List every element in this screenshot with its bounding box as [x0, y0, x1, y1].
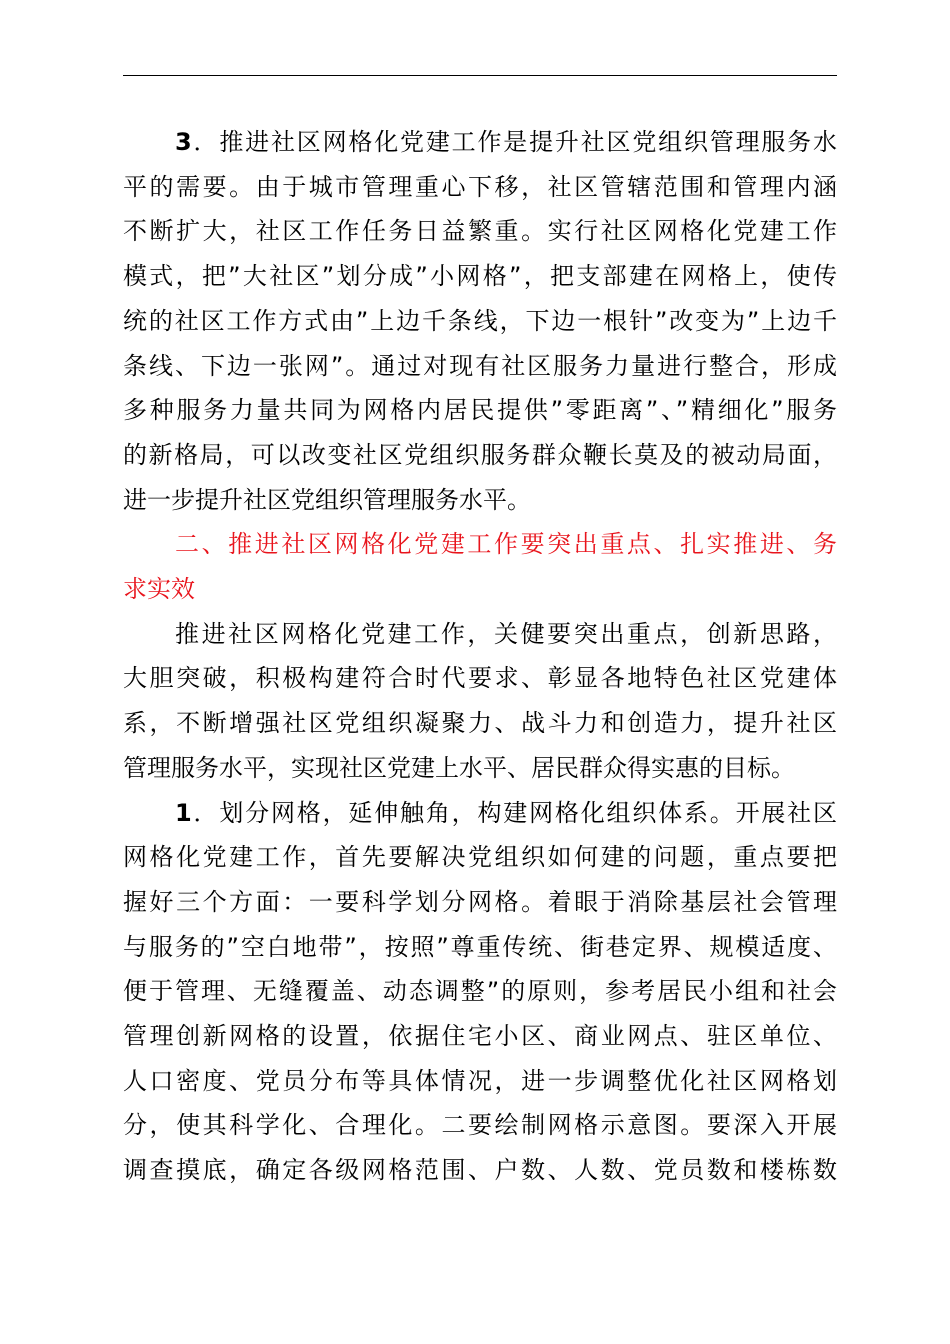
text-line: 与服务的”空白地带”，按照”尊重传统、街巷定界、规模适度、 [123, 932, 837, 961]
text-line: 不断扩大，社区工作任务日益繁重。实行社区网格化党建工作 [123, 217, 837, 246]
text-line: 系，不断增强社区党组织凝聚力、战斗力和创造力，提升社区 [123, 709, 837, 738]
paragraph-number: 3 [175, 128, 192, 156]
heading-line: 求实效 [123, 575, 195, 604]
text-line: 的新格局，可以改变社区党组织服务群众鞭长莫及的被动局面， [123, 440, 837, 469]
text-line: 推进社区网格化党建工作，关健要突出重点，创新思路， [175, 619, 837, 648]
document-body [123, 120, 837, 1193]
text-line: 管理创新网格的设置，依据住宅小区、商业网点、驻区单位、 [123, 1022, 837, 1051]
text-line: 调查摸底，确定各级网格范围、户数、人数、党员数和楼栋数 [123, 1156, 837, 1185]
text-line: 握好三个方面：一要科学划分网格。着眼于消除基层社会管理 [123, 887, 837, 916]
text-line: 分，使其科学化、合理化。二要绘制网格示意图。要深入开展 [123, 1111, 837, 1140]
text-line: 进一步提升社区党组织管理服务水平。 [123, 485, 531, 514]
text-line: 便于管理、无缝覆盖、动态调整”的原则，参考居民小组和社会 [123, 977, 837, 1006]
header-rule [123, 75, 837, 76]
text-line: 模式，把”大社区”划分成”小网格”，把支部建在网格上，使传 [123, 262, 837, 291]
paragraph-3-community-grid-need [123, 120, 837, 522]
text-line: 人口密度、党员分布等具体情况，进一步调整优化社区网格划 [123, 1066, 837, 1095]
paragraph-section-intro [123, 612, 837, 791]
text-line: 条线、下边一张网”。通过对现有社区服务力量进行整合，形成 [123, 351, 837, 380]
paragraph-1-divide-grid [123, 791, 837, 1193]
text-line: 3．推进社区网格化党建工作是提升社区党组织管理服务水 [175, 128, 837, 156]
heading-line: 二、推进社区网格化党建工作要突出重点、扎实推进、务 [175, 530, 837, 559]
text-line: 管理服务水平，实现社区党建上水平、居民群众得实惠的目标。 [123, 753, 795, 782]
section-heading-2 [123, 522, 837, 611]
text-line: 网格化党建工作，首先要解决党组织如何建的问题，重点要把 [123, 843, 837, 872]
text-line: 1．划分网格，延伸触角，构建网格化组织体系。开展社区 [175, 798, 837, 827]
text-line: 统的社区工作方式由”上边千条线，下边一根针”改变为”上边千 [123, 306, 837, 335]
text-line: 多种服务力量共同为网格内居民提供”零距离”、”精细化”服务 [123, 396, 837, 425]
text-line: 大胆突破，积极构建符合时代要求、彰显各地特色社区党建体 [123, 664, 837, 693]
paragraph-number: 1 [175, 798, 192, 827]
text-line: 平的需要。由于城市管理重心下移，社区管辖范围和管理内涵 [123, 172, 837, 201]
